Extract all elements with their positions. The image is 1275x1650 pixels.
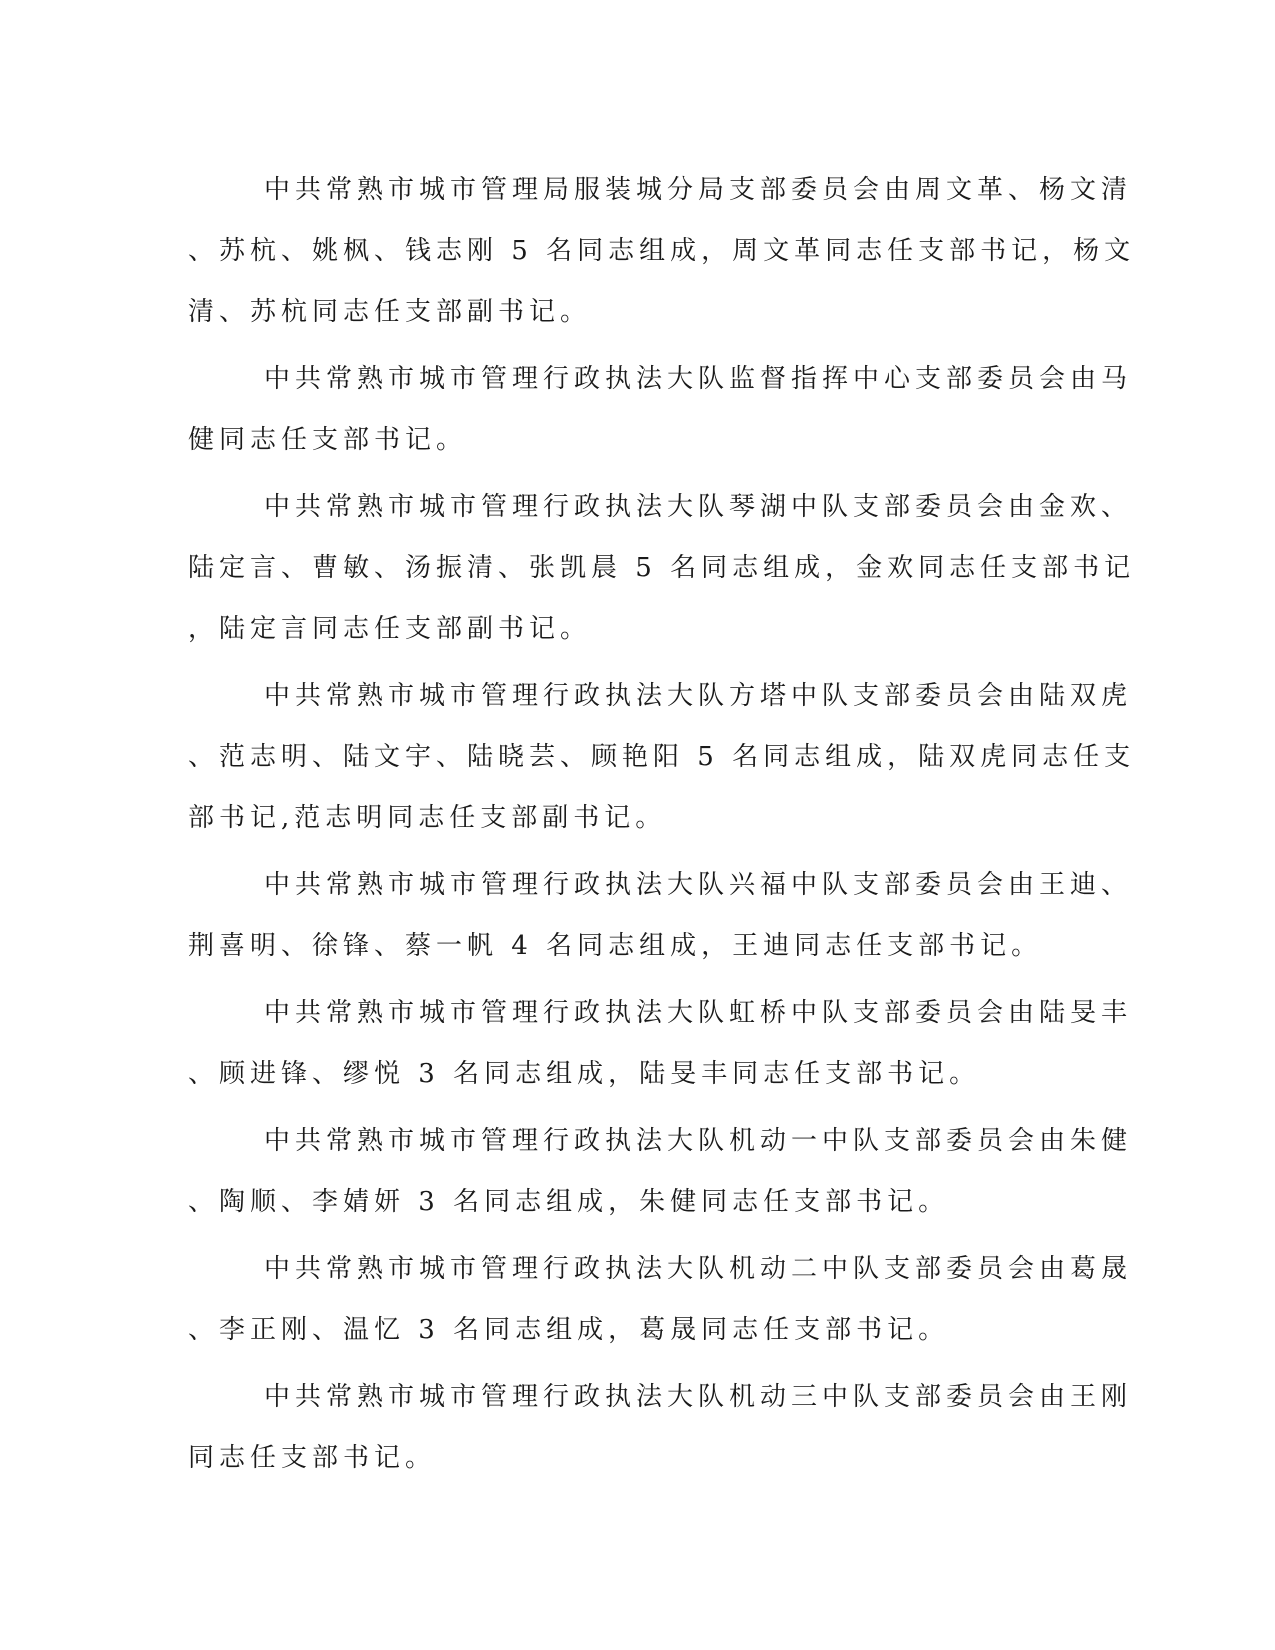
paragraph-fuzhuangcheng-branch <box>188 160 1136 343</box>
paragraph-line: 中共常熟市城市管理行政执法大队机动一中队支部委员会由朱健 <box>264 1126 1133 1156</box>
paragraph-line: 部书记,范志明同志任支部副书记。 <box>188 803 667 833</box>
paragraph-line: 、李正刚、温忆 3 名同志组成，葛晟同志任支部书记。 <box>188 1315 950 1345</box>
paragraph-line: 中共常熟市城市管理行政执法大队机动三中队支部委员会由王刚 <box>264 1382 1133 1412</box>
paragraph-line: 荆喜明、徐锋、蔡一帆 4 名同志组成，王迪同志任支部书记。 <box>188 931 1043 961</box>
paragraph-mobile-squad-3-branch <box>188 1367 1133 1489</box>
paragraph-line: 中共常熟市城市管理局服装城分局支部委员会由周文革、杨文清 <box>264 175 1133 205</box>
paragraph-xingfu-squad-branch <box>188 855 1133 977</box>
paragraph-line: 、苏杭、姚枫、钱志刚 5 名同志组成，周文革同志任支部书记，杨文 <box>188 236 1136 266</box>
paragraph-line: 、陶顺、李婧妍 3 名同志组成，朱健同志任支部书记。 <box>188 1187 950 1217</box>
paragraph-line: ，陆定言同志任支部副书记。 <box>188 614 592 644</box>
paragraph-supervision-center-branch <box>188 349 1133 471</box>
paragraph-line: 中共常熟市城市管理行政执法大队虹桥中队支部委员会由陆旻丰 <box>264 998 1133 1028</box>
paragraph-line: 中共常熟市城市管理行政执法大队兴福中队支部委员会由王迪、 <box>264 870 1133 900</box>
paragraph-line: 中共常熟市城市管理行政执法大队琴湖中队支部委员会由金欢、 <box>264 492 1133 522</box>
paragraph-line: 中共常熟市城市管理行政执法大队监督指挥中心支部委员会由马 <box>264 364 1133 394</box>
paragraph-qinhu-squad-branch <box>188 477 1136 660</box>
paragraph-line: 同志任支部书记。 <box>188 1443 437 1473</box>
paragraph-mobile-squad-1-branch <box>188 1111 1133 1233</box>
paragraph-line: 陆定言、曹敏、汤振清、张凯晨 5 名同志组成，金欢同志任支部书记 <box>188 553 1136 583</box>
paragraph-line: 健同志任支部书记。 <box>188 425 468 455</box>
paragraph-line: 中共常熟市城市管理行政执法大队方塔中队支部委员会由陆双虎 <box>264 681 1133 711</box>
document-body <box>188 160 1136 1495</box>
paragraph-line: 、顾进锋、缪悦 3 名同志组成，陆旻丰同志任支部书记。 <box>188 1059 981 1089</box>
paragraph-line: 、范志明、陆文宇、陆晓芸、顾艳阳 5 名同志组成，陆双虎同志任支 <box>188 742 1136 772</box>
paragraph-fangta-squad-branch <box>188 666 1136 849</box>
paragraph-hongqiao-squad-branch <box>188 983 1133 1105</box>
paragraph-line: 中共常熟市城市管理行政执法大队机动二中队支部委员会由葛晟 <box>264 1254 1133 1284</box>
paragraph-line: 清、苏杭同志任支部副书记。 <box>188 297 592 327</box>
paragraph-mobile-squad-2-branch <box>188 1239 1133 1361</box>
